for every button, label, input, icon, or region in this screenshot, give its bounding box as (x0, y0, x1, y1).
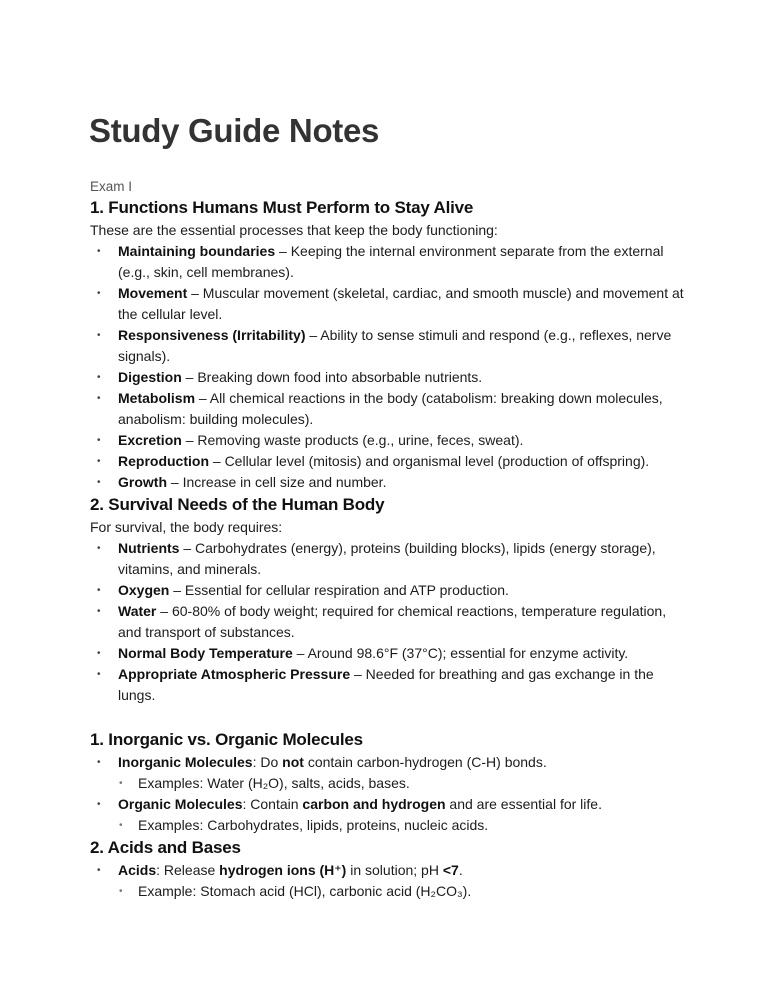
description: – Muscular movement (skeletal, cardiac, and smooth muscle) and movement at the cellular level. (118, 285, 684, 322)
section-intro: For survival, the body requires: (90, 519, 283, 535)
list-item (90, 472, 690, 493)
term: Reproduction (118, 453, 209, 469)
sub-list-item: • Examples: Water (H₂O), salts, acids, bases. (90, 773, 690, 794)
term: Digestion (118, 369, 182, 385)
description: – Cellular level (mitosis) and organismal level (production of offspring). (209, 453, 650, 469)
list-item (90, 752, 690, 773)
term: Metabolism (118, 390, 196, 406)
term: Normal Body Temperature (118, 645, 293, 661)
list-item (90, 580, 690, 601)
term: Oxygen (118, 582, 170, 598)
document-body (90, 177, 690, 902)
list-item (90, 451, 690, 472)
term: Water (118, 603, 157, 619)
section-heading: 2. Survival Needs of the Human Body (90, 495, 385, 514)
list-item (90, 430, 690, 451)
list-item (90, 664, 690, 706)
acids-list (90, 860, 690, 902)
description: – 60-80% of body weight; required for chemical reactions, temperature regulation, and transport of substances. (118, 603, 667, 640)
description: – Breaking down food into absorbable nutrients. (181, 369, 483, 385)
term: Responsiveness (Irritability) (118, 327, 306, 343)
description: in solution; pH (346, 862, 443, 878)
description: : Release (156, 862, 220, 878)
section-molecules (90, 728, 690, 836)
description: – Removing waste products (e.g., urine, feces, sweat). (181, 432, 524, 448)
section-heading: 2. Acids and Bases (90, 838, 241, 857)
exam-label: Exam I (90, 179, 133, 194)
description: – Needed for breathing and gas exchange in the lungs. (118, 666, 654, 703)
description: . (458, 862, 463, 878)
sub-list-item: • Example: Stomach acid (HCl), carbonic acid (H₂CO₃). (90, 881, 690, 902)
sub-list-item: • Examples: Carbohydrates, lipids, proteins, nucleic acids. (90, 815, 690, 836)
term: Nutrients (118, 540, 180, 556)
list-item (90, 283, 690, 325)
description: – All chemical reactions in the body (catabolism: breaking down molecules, anabolism: building molecules). (118, 390, 663, 427)
functions-list (90, 241, 690, 493)
term: Movement (118, 285, 188, 301)
survival-list (90, 538, 690, 706)
term: Excretion (118, 432, 182, 448)
description: – Increase in cell size and number. (167, 474, 387, 490)
list-item (90, 643, 690, 664)
page-title: Study Guide Notes (89, 112, 380, 149)
description: – Ability to sense stimuli and respond (e.g., reflexes, nerve signals). (118, 327, 672, 364)
emphasis: hydrogen ions (H⁺) (219, 862, 347, 878)
emphasis: carbon and hydrogen (302, 796, 446, 812)
list-item (90, 367, 690, 388)
description: : Contain (242, 796, 303, 812)
description: – Carbohydrates (energy), proteins (building blocks), lipids (energy storage), vitamins, and minerals. (118, 540, 656, 577)
molecules-list (90, 752, 690, 836)
section-intro: These are the essential processes that keep the body functioning: (90, 222, 498, 238)
section-survival-needs (90, 493, 690, 706)
description: : Do (252, 754, 283, 770)
description: – Around 98.6°F (37°C); essential for enzyme activity. (292, 645, 629, 661)
spacer (90, 706, 690, 728)
term: Appropriate Atmospheric Pressure (118, 666, 351, 682)
term: Acids (118, 862, 157, 878)
term: Organic Molecules (118, 796, 243, 812)
emphasis: not (282, 754, 304, 770)
list-item (90, 794, 690, 815)
section-functions (90, 196, 690, 493)
description: – Essential for cellular respiration and ATP production. (169, 582, 509, 598)
list-item (90, 325, 690, 367)
list-item (90, 538, 690, 580)
list-item (90, 601, 690, 643)
description: and are essential for life. (445, 796, 602, 812)
section-heading: 1. Inorganic vs. Organic Molecules (90, 730, 363, 749)
list-item (90, 388, 690, 430)
emphasis: <7 (442, 862, 459, 878)
term: Inorganic Molecules (118, 754, 253, 770)
term: Maintaining boundaries (118, 243, 276, 259)
list-item (90, 860, 690, 881)
description: – Keeping the internal environment separate from the external (e.g., skin, cell membranes). (118, 243, 664, 280)
term: Growth (118, 474, 167, 490)
description: contain carbon-hydrogen (C-H) bonds. (303, 754, 547, 770)
list-item (90, 241, 690, 283)
section-heading: 1. Functions Humans Must Perform to Stay Alive (90, 198, 474, 217)
section-acids-bases (90, 836, 690, 902)
